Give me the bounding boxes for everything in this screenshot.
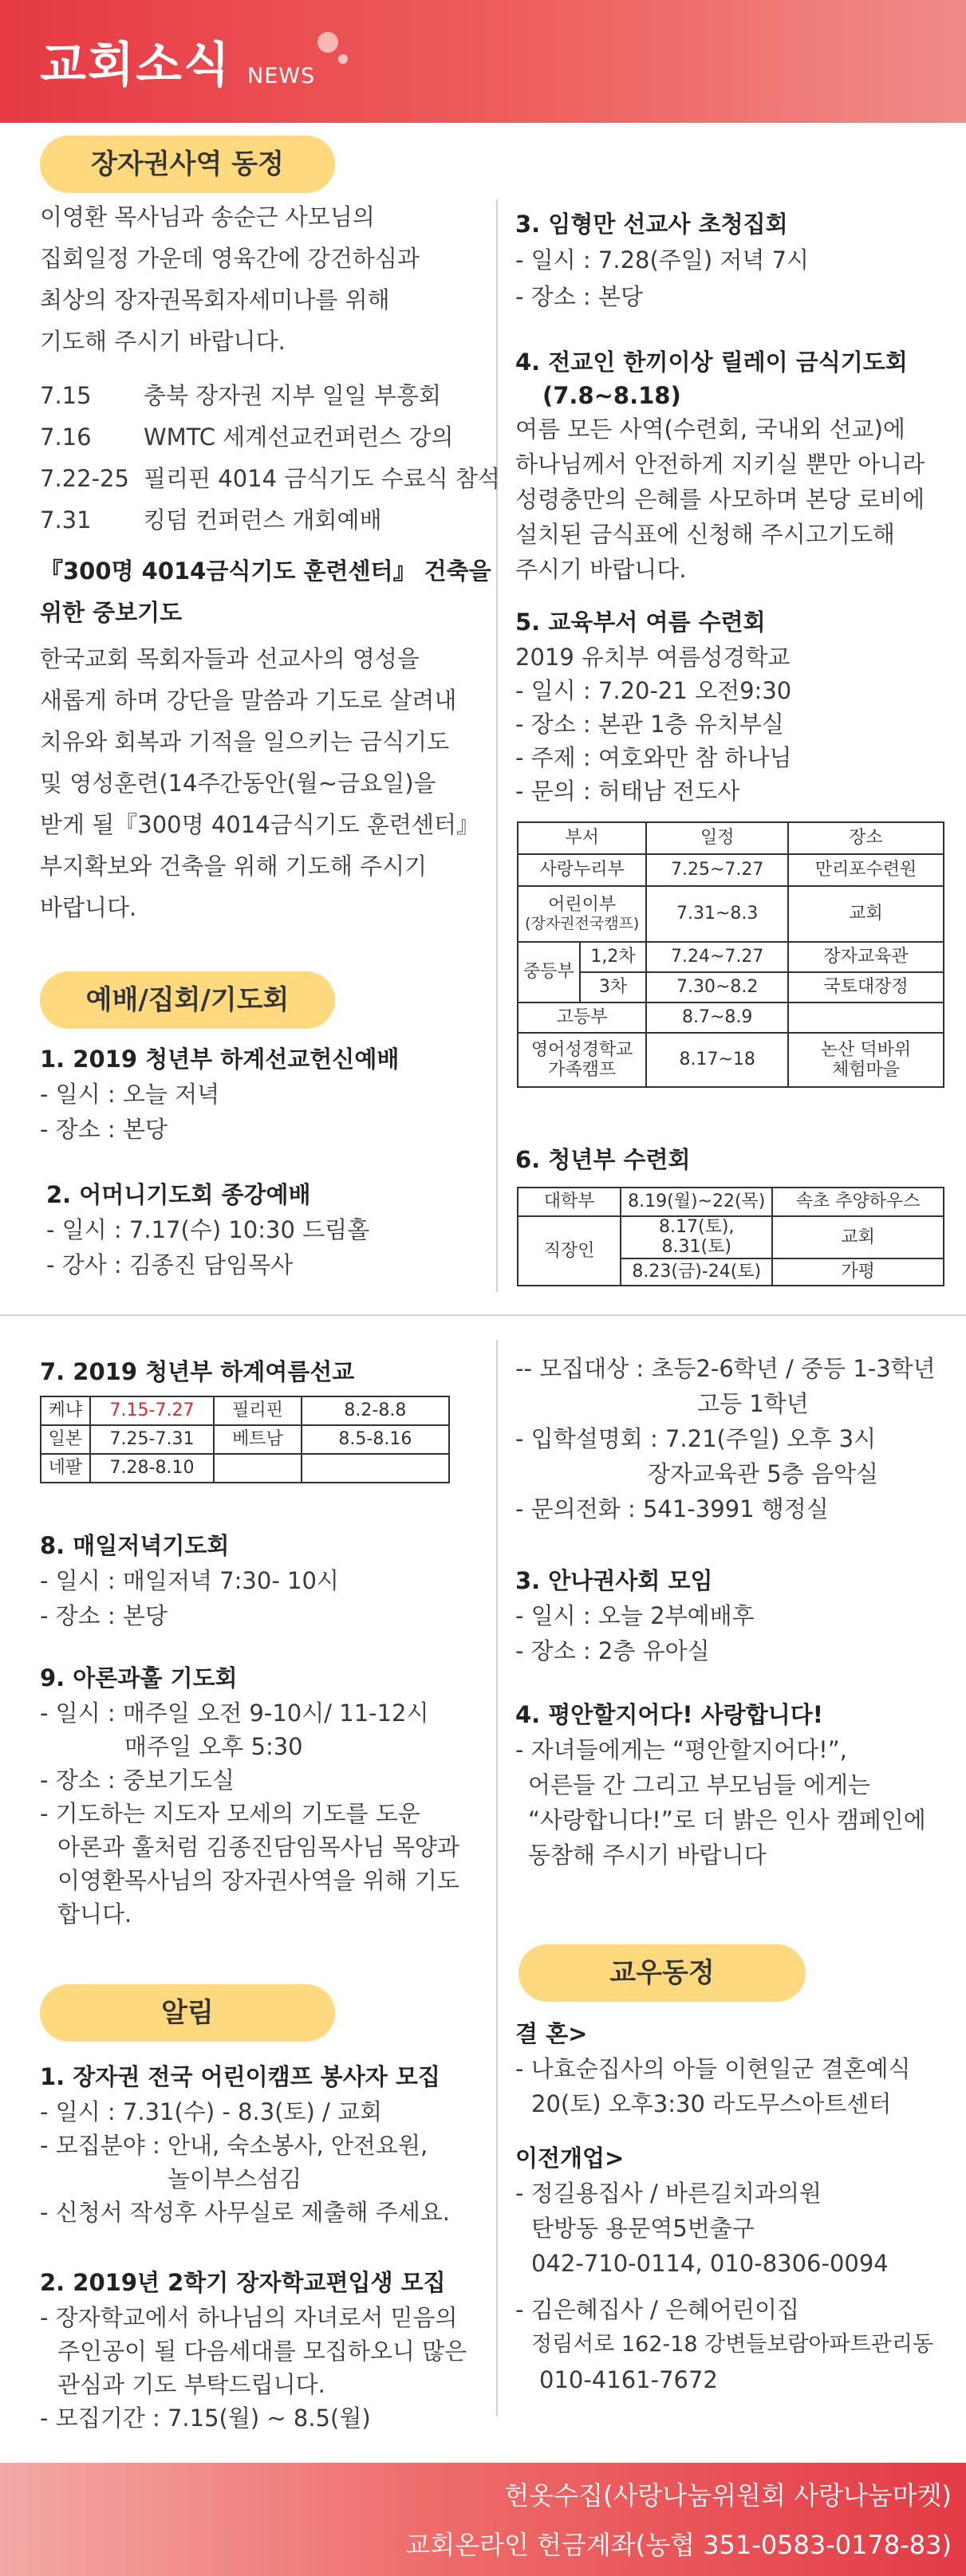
- table-cell: 8.17~18: [646, 1033, 788, 1087]
- table-cell-line: 영어성경학교: [530, 1039, 633, 1060]
- notice-n1-title: 1. 장자권 전국 어린이캠프 봉사자 모집: [40, 2063, 440, 2090]
- table-cell: 장자교육관: [788, 942, 944, 972]
- schedule-text: 킹덤 컨퍼런스 개회예배: [144, 506, 382, 534]
- notice-n1-line: 놀이부스섬김: [168, 2165, 302, 2192]
- r1-s5-line: 2019 유치부 여름성경학교: [515, 644, 791, 671]
- worship-s2-title: 2. 어머니기도회 종강예배: [46, 1181, 311, 1208]
- move-line: 정림서로 162-18 강변들보람아파트관리동: [531, 2332, 934, 2357]
- r2-top-line: - 입학설명회 : 7.21(주일) 오후 3시: [515, 1425, 877, 1452]
- section-divider: [0, 1314, 966, 1316]
- table-cell: 중등부: [518, 942, 580, 1002]
- prayer-body: 부지확보와 건축을 위해 기도해 주시기: [40, 853, 428, 880]
- r2-s4-line: “사랑합니다!”로 더 밝은 인사 캠페인에: [528, 1806, 926, 1834]
- r1-s6-title: 6. 청년부 수련회: [515, 1146, 691, 1173]
- prayer-body: 및 영성훈련(14주간동안(월~금요일)을: [40, 770, 436, 797]
- s9-line: 합니다.: [57, 1900, 132, 1928]
- move-line: - 김은혜집사 / 은혜어린이집: [515, 2296, 800, 2323]
- r1-s4-title: 4. 전교인 한끼이상 릴레이 금식기도회: [515, 349, 908, 376]
- move-line: - 정길용집사 / 바른길치과의원: [515, 2180, 822, 2207]
- table-cell: [788, 1033, 944, 1087]
- schedule-date: 7.22-25: [40, 465, 129, 492]
- table-cell-line: 논산 덕바위: [820, 1039, 912, 1060]
- intro-line: 기도해 주시기 바랍니다.: [40, 328, 286, 355]
- table-cell: 7.24~7.27: [646, 942, 788, 972]
- footer-banner: [0, 2463, 966, 2576]
- r2-top-line: 장자교육관 5층 음악실: [648, 1460, 879, 1487]
- notice-n2-line: 관심과 기도 부탁드립니다.: [57, 2371, 325, 2398]
- s9-line: - 일시 : 매주일 오전 9-10시/ 11-12시: [40, 1700, 429, 1727]
- worship-s1-line: - 장소 : 본당: [40, 1116, 168, 1143]
- prayer-body: 새롭게 하며 강단을 말씀과 기도로 살려내: [40, 687, 457, 714]
- table-cell: 필리핀: [214, 1396, 302, 1425]
- table-cell: 8.5-8.16: [302, 1425, 449, 1454]
- footer-line: 교회온라인 헌금계좌(농협 351-0583-0178-83): [405, 2530, 952, 2560]
- s9-line: 아론과 훌처럼 김종진담임목사님 목양과: [57, 1834, 459, 1861]
- intro-line: 집회일정 가운데 영육간에 강건하심과: [40, 245, 420, 272]
- table-cell: 교회: [772, 1216, 944, 1258]
- s9-line: - 장소 : 중보기도실: [40, 1767, 235, 1794]
- schedule-text: WMTC 세계선교컨퍼런스 강의: [144, 423, 454, 451]
- r1-s5-line: - 주제 : 여호와만 참 하나님: [515, 744, 792, 771]
- table-cell: 7.28-8.10: [90, 1454, 214, 1483]
- news-header: [0, 0, 966, 123]
- r2-s4-line: - 자녀들에게는 “평안할지어다!”,: [515, 1736, 847, 1763]
- s9-line: - 기도하는 지도자 모세의 기도를 도운: [40, 1800, 420, 1827]
- table-cell: 8.2-8.8: [302, 1396, 449, 1425]
- s9-title: 9. 아론과훌 기도회: [40, 1664, 238, 1692]
- r1-s5-line: - 장소 : 본관 1층 유치부실: [515, 711, 784, 738]
- table-cell: [518, 886, 646, 942]
- r1-s4-line: 주시기 바랍니다.: [515, 556, 687, 583]
- table-cell: 직장인: [518, 1216, 621, 1286]
- r2-top-line: 고등 1학년: [697, 1390, 809, 1417]
- r2-s4-title: 4. 평안할지어다! 사랑합니다!: [515, 1701, 823, 1728]
- notice-n1-line: - 일시 : 7.31(수) - 8.3(토) / 교회: [40, 2098, 383, 2125]
- worship-pill: 예배/집회/기도회: [40, 971, 335, 1029]
- members-pill: 교우동정: [518, 1944, 806, 2002]
- s7-title: 7. 2019 청년부 하계여름선교: [40, 1358, 355, 1385]
- table-cell: 속초 추양하우스: [772, 1188, 944, 1216]
- notice-n2-line: - 모집기간 : 7.15(월) ~ 8.5(월): [40, 2405, 371, 2432]
- r1-s4-line: 하나님께서 안전하게 지키실 뿐만 아니라: [515, 451, 925, 478]
- schedule-text: 필리핀 4014 금식기도 수료식 참석: [144, 465, 500, 492]
- move-line: 탄방동 용문역5번출구: [531, 2215, 755, 2242]
- move-line: 042-710-0114, 010-8306-0094: [531, 2250, 889, 2277]
- table-cell: 사랑누리부: [518, 854, 646, 886]
- table-header: 부서: [518, 822, 646, 854]
- table-cell: 7.15-7.27: [90, 1396, 214, 1425]
- education-table: [517, 821, 944, 1088]
- table-cell: [214, 1454, 302, 1483]
- schedule-date: 7.15: [40, 382, 92, 409]
- decor-dot: [317, 32, 338, 53]
- table-header: 장소: [788, 822, 944, 854]
- table-cell: 1,2차: [580, 942, 647, 972]
- schedule-text: 충북 장자권 지부 일일 부흥회: [144, 382, 442, 409]
- table-cell: 케냐: [41, 1396, 90, 1425]
- intro-line: 최상의 장자권목회자세미나를 위해: [40, 286, 390, 313]
- r1-s4-line: 여름 모든 사역(수련회, 국내외 선교)에: [515, 416, 905, 443]
- header-title: 교회소식: [40, 37, 231, 93]
- table-cell: 7.25~7.27: [646, 854, 788, 886]
- table-cell: 7.30~8.2: [646, 972, 788, 1002]
- r2-s3-line: - 일시 : 오늘 2부예배후: [515, 1602, 755, 1629]
- notice-n1-line: - 신청서 작성후 사무실로 제출해 주세요.: [40, 2199, 450, 2226]
- r1-s4-line: 설치된 금식표에 신청해 주시고기도해: [515, 521, 895, 548]
- table-cell: 일본: [41, 1425, 90, 1454]
- table-cell: [518, 1033, 646, 1087]
- r2-top-line: - 문의전화 : 541-3991 행정실: [515, 1495, 829, 1522]
- notice-n2-line: 주인공이 될 다음세대를 모집하오니 많은: [57, 2338, 467, 2365]
- table-cell-line: 어린이부: [548, 895, 617, 916]
- footer-line: 헌옷수집(사랑나눔위원회 사랑나눔마켓): [504, 2480, 952, 2511]
- table-cell: 3차: [580, 972, 647, 1002]
- prayer-body: 바랍니다.: [40, 894, 137, 921]
- r1-s3-title: 3. 임형만 선교사 초청집회: [515, 211, 788, 238]
- prayer-body: 치유와 회복과 기적을 일으키는 금식기도: [40, 728, 450, 755]
- notice-n2-line: - 장자학교에서 하나님의 자녀로서 믿음의: [40, 2304, 458, 2331]
- table-cell: 8.17(토), 8.31(토): [621, 1216, 772, 1258]
- header-subtitle: NEWS: [247, 64, 316, 89]
- r1-s3-line: - 일시 : 7.28(주일) 저녁 7시: [515, 246, 810, 274]
- table-cell: 대학부: [518, 1188, 621, 1216]
- r1-s4-line: 성령충만의 은혜를 사모하며 본당 로비에: [515, 486, 925, 513]
- table-cell: 고등부: [518, 1002, 646, 1033]
- table-cell: 8.19(월)~22(목): [621, 1188, 772, 1216]
- table-cell: [788, 1002, 944, 1033]
- table-header: 일정: [646, 822, 788, 854]
- table-cell: 교회: [788, 886, 944, 942]
- r2-s4-line: 동참해 주시기 바랍니다: [528, 1841, 767, 1869]
- move-heading: 이전개업>: [515, 2145, 625, 2172]
- r2-s3-line: - 장소 : 2층 유아실: [515, 1637, 710, 1664]
- prayer-heading: 『300명 4014금식기도 훈련센터』 건축을: [40, 557, 491, 585]
- worship-s2-line: - 강사 : 김종진 담임목사: [46, 1251, 294, 1278]
- r2-s4-line: 어른들 간 그리고 부모님들 에게는: [528, 1771, 871, 1798]
- notice-n1-line: - 모집분야 : 안내, 숙소봉사, 안전요원,: [40, 2132, 428, 2159]
- jangjakwon-pill: 장자권사역 동정: [40, 136, 335, 193]
- r2-top-line: -- 모집대상 : 초등2-6학년 / 중등 1-3학년: [515, 1355, 936, 1382]
- table-cell: 네팔: [41, 1454, 90, 1483]
- notice-n2-title: 2. 2019년 2학기 장자학교편입생 모집: [40, 2269, 446, 2296]
- r1-s5-line: - 일시 : 7.20-21 오전9:30: [515, 677, 792, 704]
- column-divider: [496, 199, 498, 1292]
- s9-line: 매주일 오후 5:30: [124, 1733, 303, 1760]
- table-cell: 7.25-7.31: [90, 1425, 214, 1454]
- table-cell-line: 가족캠프: [548, 1060, 617, 1080]
- table-cell: 베트남: [214, 1425, 302, 1454]
- table-cell: 8.7~8.9: [646, 1002, 788, 1033]
- table-cell-line: 체험마을: [832, 1060, 901, 1080]
- r2-s3-title: 3. 안나권사회 모임: [515, 1567, 713, 1594]
- youth-retreat-table: [517, 1187, 944, 1286]
- intro-line: 이영환 목사님과 송순근 사모님의: [40, 203, 375, 230]
- table-cell: 가평: [772, 1258, 944, 1286]
- r1-s5-title: 5. 교육부서 여름 수련회: [515, 609, 766, 636]
- table-cell: 만리포수련원: [788, 854, 944, 886]
- table-cell: [302, 1454, 449, 1483]
- table-cell: 7.31~8.3: [646, 886, 788, 942]
- s9-line: 이영환목사님의 장자권사역을 위해 기도: [57, 1867, 459, 1894]
- r1-s3-line: - 장소 : 본당: [515, 283, 643, 310]
- worship-s1-line: - 일시 : 오늘 저녁: [40, 1081, 220, 1108]
- prayer-heading: 위한 중보기도: [40, 599, 183, 626]
- s8-line: - 장소 : 본당: [40, 1602, 168, 1629]
- wedding-heading: 결 혼>: [515, 2020, 588, 2047]
- schedule-date: 7.31: [40, 506, 92, 534]
- decor-dot: [338, 54, 348, 64]
- schedule-date: 7.16: [40, 423, 92, 451]
- mission-table: [40, 1396, 450, 1483]
- s8-line: - 일시 : 매일저녁 7:30- 10시: [40, 1567, 339, 1594]
- table-cell: 8.23(금)-24(토): [621, 1258, 772, 1286]
- wedding-line: - 나효순집사의 아들 이현일군 결혼예식: [515, 2055, 911, 2082]
- column-divider: [496, 1340, 498, 2416]
- move-line: 010-4161-7672: [539, 2366, 718, 2393]
- worship-s1-title: 1. 2019 청년부 하계선교헌신예배: [40, 1046, 400, 1073]
- r1-s5-line: - 문의 : 허태남 전도사: [515, 778, 740, 805]
- s8-title: 8. 매일저녁기도회: [40, 1532, 230, 1559]
- table-cell: 국토대장정: [788, 972, 944, 1002]
- prayer-body: 받게 될『300명 4014금식기도 훈련센터』: [40, 811, 479, 838]
- worship-s2-line: - 일시 : 7.17(수) 10:30 드림홀: [46, 1216, 370, 1243]
- r1-s4-title2: (7.8~8.18): [542, 382, 681, 409]
- wedding-line: 20(토) 오후3:30 라도무스아트센터: [531, 2090, 892, 2117]
- prayer-body: 한국교회 목회자들과 선교사의 영성을: [40, 645, 420, 672]
- table-cell-line: (장자권전국캠프): [525, 914, 640, 932]
- notice-pill: 알림: [40, 1984, 335, 2042]
